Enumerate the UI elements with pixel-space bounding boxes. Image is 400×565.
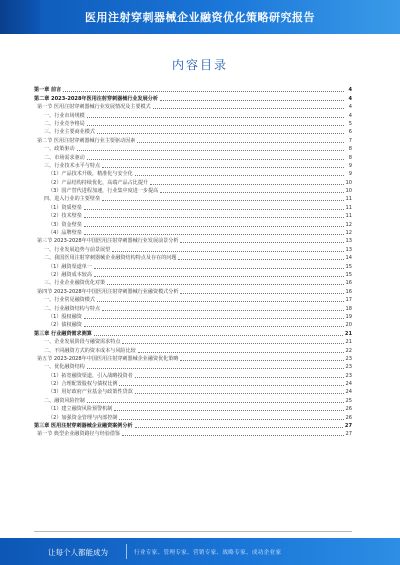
toc-entry-page: 7 (348, 137, 352, 144)
toc-entry-label: （1）资质壁垒 (48, 204, 82, 211)
toc-entry[interactable] (34, 430, 352, 438)
footer-bar (0, 538, 400, 565)
toc-leader-dots (153, 107, 344, 109)
table-of-contents (34, 86, 352, 438)
toc-entry[interactable] (34, 103, 352, 111)
toc-entry-label: 第二节 医用注射穿刺器械行业主要驱动因素 (37, 137, 136, 144)
toc-leader-dots (97, 132, 344, 134)
toc-entry-page: 27 (344, 423, 352, 430)
toc-entry[interactable] (34, 355, 352, 363)
toc-entry-label: （2）技术壁垒 (48, 213, 82, 220)
toc-entry-page: 14 (345, 255, 352, 262)
toc-entry-label: （1）建立融资风险预警机制 (48, 406, 113, 413)
toc-entry[interactable] (34, 111, 352, 119)
toc-entry-page: 16 (345, 280, 352, 287)
toc-entry[interactable] (34, 304, 352, 312)
toc-entry-label: （2）融资成本较高 (48, 271, 92, 278)
toc-leader-dots (94, 275, 344, 277)
toc-entry-label: 二、市场需求驱动 (44, 154, 85, 161)
toc-entry-label: （2）加强资金管理与内部控制 (48, 414, 118, 421)
toc-entry-label: 二、我国医用注射穿刺器械企业融资结构特点及存在的问题 (44, 255, 177, 262)
footer-divider (34, 531, 352, 532)
toc-entry-label: 三、行业主要商业模式 (44, 129, 95, 136)
toc-leader-dots (94, 267, 344, 269)
toc-entry-page: 27 (345, 431, 352, 438)
toc-entry-page: 9 (348, 162, 352, 169)
toc-entry-page: 12 (345, 221, 352, 228)
toc-leader-dots (135, 392, 344, 394)
toc-leader-dots (160, 191, 343, 193)
toc-entry-label: （2）产品结构持续优化，高端产品占比提升 (48, 179, 149, 186)
toc-leader-dots (114, 409, 343, 411)
toc-entry[interactable] (34, 279, 352, 287)
toc-entry-page: 15 (345, 271, 352, 278)
toc-entry-page: 21 (344, 330, 352, 337)
toc-entry-page: 24 (345, 389, 352, 396)
toc-entry[interactable] (34, 262, 352, 270)
toc-leader-dots (84, 317, 344, 319)
toc-entry-page: 8 (348, 154, 352, 161)
toc-leader-dots (160, 99, 344, 101)
toc-entry-label: （1）产品技术升级，精准化与安全化 (48, 171, 133, 178)
toc-leader-dots (180, 292, 343, 294)
toc-entry[interactable] (34, 162, 352, 170)
toc-entry-page: 10 (345, 179, 352, 186)
toc-entry-page: 16 (345, 288, 352, 295)
toc-entry[interactable] (34, 338, 352, 346)
toc-entry-page: 6 (348, 129, 352, 136)
toc-leader-dots (87, 367, 344, 369)
toc-entry-label: （4）品牌壁垒 (48, 230, 82, 237)
toc-entry-label: （1）拓宽融资渠道，引入战略投资者 (48, 372, 133, 379)
toc-leader-dots (87, 124, 344, 126)
toc-entry-label: 一、行业市场规模 (44, 112, 85, 119)
toc-entry[interactable] (34, 371, 352, 379)
toc-entry-label: 一、优化融资结构 (44, 364, 85, 371)
toc-entry-label: （1）融资渠道单一 (48, 263, 92, 270)
toc-entry-label: 二、行业竞争格局 (44, 120, 85, 127)
toc-entry[interactable] (34, 296, 352, 304)
toc-entry-label: （2）债权融资 (48, 322, 82, 329)
toc-entry[interactable] (34, 422, 352, 430)
toc-entry-label: （3）资金壁垒 (48, 221, 82, 228)
toc-entry-label: 第一节 医用注射穿刺器械行业发展情况及主要模式 (37, 104, 151, 111)
toc-entry-page: 11 (345, 213, 352, 220)
toc-entry-page: 19 (345, 313, 352, 320)
toc-entry-label: （2）合理配置股权与债权比例 (48, 381, 118, 388)
toc-entry[interactable] (34, 145, 352, 153)
toc-entry-page: 8 (348, 146, 352, 153)
toc-entry-page: 22 (345, 347, 352, 354)
toc-entry-page: 13 (345, 246, 352, 253)
toc-entry-label: （3）用好政府产业基金与政策性贷款 (48, 389, 133, 396)
toc-leader-dots (180, 241, 343, 243)
toc-entry[interactable] (34, 346, 352, 354)
toc-entry[interactable] (34, 413, 352, 421)
toc-entry[interactable] (34, 212, 352, 220)
toc-entry-label: 第二章 2023-2028年医用注射穿刺器械行业发展分析 (34, 95, 158, 102)
toc-entry-page: 23 (345, 355, 352, 362)
toc-leader-dots (102, 309, 343, 311)
toc-entry-page: 4 (348, 95, 352, 102)
toc-entry[interactable] (34, 405, 352, 413)
toc-entry[interactable] (34, 396, 352, 404)
toc-entry[interactable] (34, 229, 352, 237)
toc-entry-page: 4 (348, 87, 352, 94)
toc-entry-page: 4 (348, 104, 352, 111)
toc-leader-dots (87, 401, 344, 403)
toc-entry-label: 一、企业发展阶段与融资需求特点 (44, 339, 121, 346)
toc-entry-label: （1）股权融资 (48, 313, 82, 320)
toc-leader-dots (87, 116, 344, 118)
toc-entry-label: 第三节 2023-2028年中国医用注射穿刺器械行业发展前景分析 (37, 238, 179, 245)
toc-entry[interactable] (34, 178, 352, 186)
toc-entry-label: 第一章 前言 (34, 87, 62, 94)
toc-leader-dots (135, 174, 344, 176)
footer-slogan: 让每个人都能成为 (48, 548, 108, 557)
toc-entry-label: 一、政策驱动 (44, 146, 75, 153)
toc-entry-page: 26 (345, 406, 352, 413)
toc-entry-label: 二、不同融资方式的资本成本与风险比较 (44, 347, 136, 354)
toc-leader-dots (94, 334, 343, 336)
toc-entry-page: 11 (345, 204, 352, 211)
toc-entry-label: 第三章 医用注射穿刺器械企业融资案例分析 (34, 423, 133, 430)
toc-leader-dots (77, 149, 344, 151)
toc-leader-dots (102, 199, 343, 201)
toc-leader-dots (137, 141, 344, 143)
toc-leader-dots (87, 158, 344, 160)
toc-entry[interactable] (34, 237, 352, 245)
toc-entry-label: 第四节 2023-2028年中国医用注射穿刺器械行业融资模式分析 (37, 288, 179, 295)
toc-leader-dots (97, 300, 344, 302)
toc-entry[interactable] (34, 380, 352, 388)
toc-entry[interactable] (34, 120, 352, 128)
toc-entry-page: 18 (345, 305, 352, 312)
toc-entry[interactable] (34, 203, 352, 211)
report-header-bar (0, 0, 400, 34)
toc-entry[interactable] (34, 329, 352, 337)
toc-entry-label: 二、融资风险控制 (44, 397, 85, 404)
toc-entry-label: 一、行业常见融资模式 (44, 297, 95, 304)
toc-entry[interactable] (34, 128, 352, 136)
toc-entry[interactable] (34, 187, 352, 195)
toc-entry-page: 12 (345, 230, 352, 237)
toc-entry[interactable] (34, 254, 352, 262)
toc-leader-dots (84, 225, 344, 227)
toc-entry[interactable] (34, 287, 352, 295)
toc-entry-label: 第一节 典型企业融资路径与经验借鉴 (37, 431, 121, 438)
toc-entry[interactable] (34, 321, 352, 329)
toc-entry-label: 第三章 行业融资需求测算 (34, 330, 92, 337)
toc-leader-dots (119, 418, 343, 420)
toc-entry-page: 11 (345, 196, 352, 203)
toc-entry-page: 15 (345, 263, 352, 270)
toc-leader-dots (84, 216, 344, 218)
toc-entry[interactable] (34, 245, 352, 253)
toc-entry[interactable] (34, 136, 352, 144)
toc-entry-label: 一、行业发展趋势与前景展望 (44, 246, 111, 253)
toc-entry-label: 第五节 2023-2028年中国医用注射穿刺器械企业融资优化策略 (37, 355, 179, 362)
toc-leader-dots (180, 359, 343, 361)
toc-leader-dots (135, 426, 343, 428)
toc-entry[interactable] (34, 313, 352, 321)
toc-entry-page: 24 (345, 381, 352, 388)
toc-leader-dots (178, 258, 343, 260)
toc-entry-label: 二、行业融资结构与特点 (44, 305, 101, 312)
toc-entry-page: 9 (348, 171, 352, 178)
toc-entry[interactable] (34, 271, 352, 279)
footer-separator (126, 544, 127, 559)
toc-entry-page: 23 (345, 372, 352, 379)
toc-leader-dots (84, 208, 344, 210)
toc-entry-label: （3）国产替代进程加速，行业集中度进一步提高 (48, 188, 159, 195)
toc-leader-dots (119, 384, 343, 386)
toc-leader-dots (102, 166, 344, 168)
toc-leader-dots (122, 342, 343, 344)
toc-entry[interactable] (34, 170, 352, 178)
toc-leader-dots (84, 325, 344, 327)
toc-entry-label: 三、行业企业融资优化对策 (44, 280, 106, 287)
toc-entry-page: 20 (345, 322, 352, 329)
toc-entry-page: 13 (345, 238, 352, 245)
toc-entry[interactable] (34, 86, 352, 94)
toc-entry[interactable] (34, 363, 352, 371)
toc-entry[interactable] (34, 94, 352, 102)
toc-entry-page: 5 (348, 120, 352, 127)
toc-leader-dots (122, 434, 343, 436)
toc-entry[interactable] (34, 220, 352, 228)
toc-leader-dots (135, 376, 344, 378)
toc-leader-dots (107, 283, 343, 285)
footer-tagline: 行业专家、管理专家、营销专家、战略专家、成功企业家 (134, 550, 282, 556)
toc-entry-page: 25 (345, 397, 352, 404)
toc-leader-dots (150, 183, 343, 185)
toc-leader-dots (63, 90, 344, 92)
toc-entry-page: 23 (345, 364, 352, 371)
toc-leader-dots (112, 250, 343, 252)
toc-leader-dots (138, 351, 344, 353)
toc-entry-page: 17 (345, 297, 352, 304)
toc-entry-page: 26 (345, 414, 352, 421)
toc-leader-dots (84, 233, 344, 235)
toc-entry-page: 21 (345, 339, 352, 346)
toc-entry-page: 10 (345, 188, 352, 195)
toc-heading: 内容目录 (171, 58, 228, 72)
toc-entry-page: 4 (348, 112, 352, 119)
toc-entry-label: 四、进入行业的主要壁垒 (44, 196, 101, 203)
toc-entry[interactable] (34, 153, 352, 161)
report-title: 医用注射穿刺器械企业融资优化策略研究报告 (85, 11, 315, 24)
toc-entry[interactable] (34, 388, 352, 396)
toc-entry-label: 三、行业技术水平与特点 (44, 162, 101, 169)
toc-entry[interactable] (34, 195, 352, 203)
